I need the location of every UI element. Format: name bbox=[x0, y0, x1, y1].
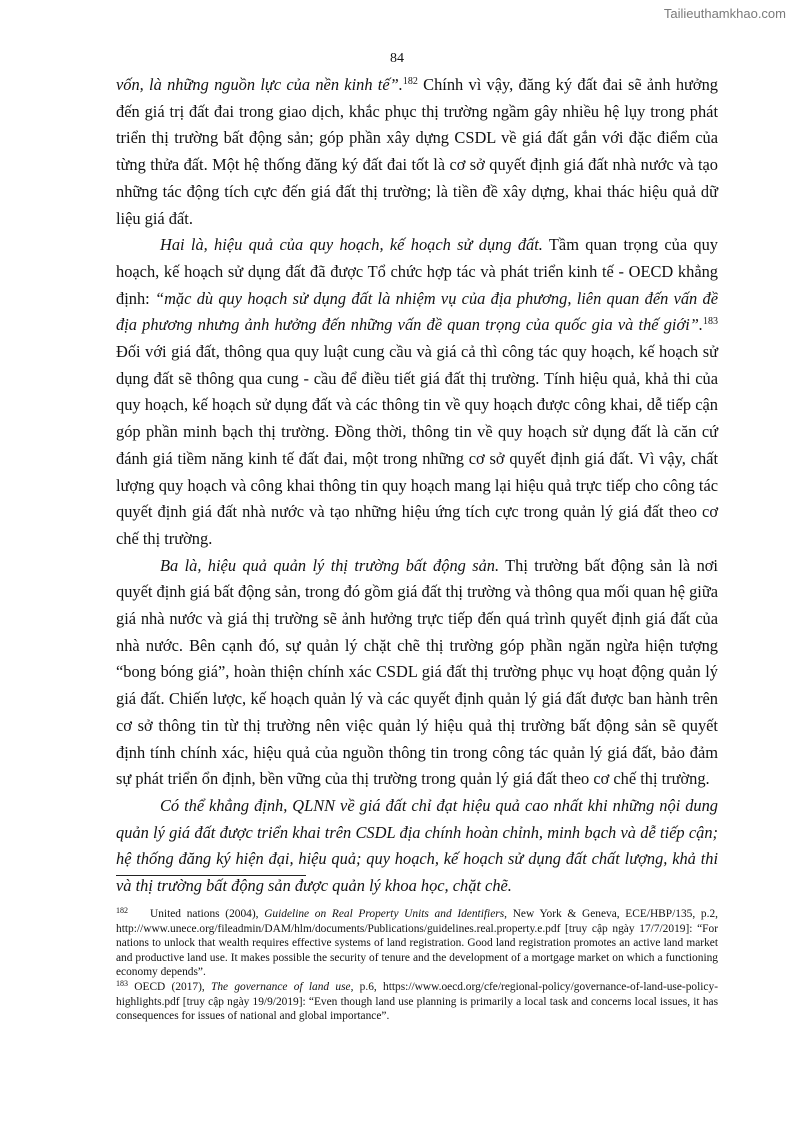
footnote-title: Guideline on Real Property Units and Identifiers bbox=[264, 908, 505, 920]
paragraph-2-text-b: Đối với giá đất, thông qua quy luật cung cầu và giá cả thì công tác quy hoạch, kế hoạch sử dụng đất sẽ thông qua cung - cầu để điều tiết giá đất thị trường. Tính hiệu quả, khả thi của quy hoạch, kế hoạch sử dụng đất và các thông tin về quy hoạch được công khai, dễ tiếp cận góp phần minh bạch thị trường. Đồng thời, thông tin về quy hoạch sử dụng đất là căn cứ đánh giá tiềm năng kinh tế đất đai, một trong những cơ sở quyết định giá đất. Vì vậy, chất lượng quy hoạch và công khai thông tin quy hoạch mang lại hiệu quả trực tiếp cho công tác quyết định giá đất nhà nước và tạo những hiệu ứng tích cực trong quản lý giá đất theo cơ chế thị trường. bbox=[116, 342, 718, 548]
footnotes bbox=[116, 907, 718, 1024]
footnote-183 bbox=[116, 980, 718, 1024]
oecd-quote: “mặc dù quy hoạch sử dụng đất là nhiệm vụ của địa phương, liên quan đến vấn đề địa phương nhưng ảnh hưởng đến những vấn đề quan trọng của quốc gia và thế giới”. bbox=[116, 288, 718, 335]
paragraph-1 bbox=[116, 72, 718, 232]
body-text bbox=[116, 72, 718, 900]
footnote-ref-182[interactable]: 182 bbox=[402, 76, 418, 87]
page-number: 84 bbox=[390, 51, 404, 66]
conclusion-text: Có thể khẳng định, QLNN về giá đất chỉ đạt hiệu quả cao nhất khi những nội dung quản lý giá đất được triển khai trên CSDL địa chính hoàn chỉnh, minh bạch và dễ tiếp cận; hệ thống đăng ký hiện đại, hiệu quả; quy hoạch, kế hoạch sử dụng đất chất lượng, khả thi và thị trường bất động sản được quản lý khoa học, chặt chẽ. bbox=[116, 795, 718, 896]
paragraph-4 bbox=[116, 793, 718, 900]
paragraph-3-text: Thị trường bất động sản là nơi quyết định giá bất động sản, trong đó gồm giá đất thị trường và thông qua mối quan hệ giữa giá nhà nước và giá thị trường sẽ ảnh hưởng trực tiếp đến quá trình quyết định giá đất của nhà nước. Bên cạnh đó, sự quản lý chặt chẽ thị trường góp phần ngăn ngừa hiện tượng “bong bóng giá”, hoàn thiện chính xác CSDL giá đất thị trường phục vụ hoạt động quản lý giá đất. Chiến lược, kế hoạch quản lý và các quyết định quản lý giá đất được ban hành trên cơ sở thông tin từ thị trường nên việc quản lý hiệu quả thị trường bất động sản sẽ quyết định tính chính xác, hiệu quả của nguồn thông tin trong công tác quản lý giá đất, bảo đảm sự phát triển ổn định, bền vững của thị trường trong quản lý giá đất theo cơ chế thị trường. bbox=[116, 555, 718, 789]
footnote-lead: United nations (2004), bbox=[150, 908, 265, 920]
footnote-title: The governance of land use, bbox=[211, 980, 354, 993]
footnote-lead: OECD (2017), bbox=[134, 980, 212, 993]
italic-quote-end: vốn, là những nguồn lực của nền kinh tế”. bbox=[116, 75, 403, 94]
watermark: Tailieuthamkhao.com bbox=[663, 6, 786, 21]
footnote-number: 182 bbox=[116, 906, 128, 915]
footnote-rest: , New York & Geneva, ECE/HBP/135, p.2, http://www.unece.org/fileadmin/DAM/hlm/documents/Publications/guidelines.real.property.e.pdf [truy cập ngày 17/7/2019]: “For nations to unlock that wealth requires effective systems of land registration. Good land registration promotes an active land market and productive land use. It makes possible the security of tenure and the development of a mortgage market on which a functioning economy depends”. bbox=[116, 908, 718, 979]
paragraph-2 bbox=[116, 232, 718, 552]
paragraph-2-text-a: Tầm quan trọng của quy hoạch, kế hoạch sử dụng đất đã được Tổ chức hợp tác và phát triển kinh tế - OECD khẳng định: bbox=[116, 235, 718, 308]
footnote-rest: p.6, https://www.oecd.org/cfe/regional-policy/governance-of-land-use-policy-highlights.pdf [truy cập ngày 19/9/2019]: “Even though land use planning is primarily a local task and concerns local issues, it has consequences for issues of national and global importance”. bbox=[116, 980, 718, 1023]
paragraph-1-text: Chính vì vậy, đăng ký đất đai sẽ ảnh hưởng đến giá trị đất đai trong giao dịch, khắc phục thị trường ngầm gây nhiều hệ lụy trong phát triển thị trường bất động sản; góp phần xây dựng CSDL về giá đất gắn với đặc điểm của từng thửa đất. Một hệ thống đăng ký đất đai tốt là cơ sở quyết định giá đất nhà nước và tạo những tác động tích cực đến giá đất thị trường; là tiền đề xây dựng, khai thác hiệu quả dữ liệu giá đất. bbox=[116, 75, 718, 228]
paragraph-3-heading: Ba là, hiệu quả quản lý thị trường bất động sản. bbox=[160, 555, 500, 575]
paragraph-2-heading: Hai là, hiệu quả của quy hoạch, kế hoạch sử dụng đất. bbox=[160, 235, 543, 255]
paragraph-3 bbox=[116, 553, 718, 793]
footnote-182 bbox=[116, 907, 718, 980]
footnote-number: 183 bbox=[116, 978, 128, 988]
footnote-separator bbox=[116, 875, 306, 876]
footnote-ref-183[interactable]: 183 bbox=[703, 316, 718, 328]
